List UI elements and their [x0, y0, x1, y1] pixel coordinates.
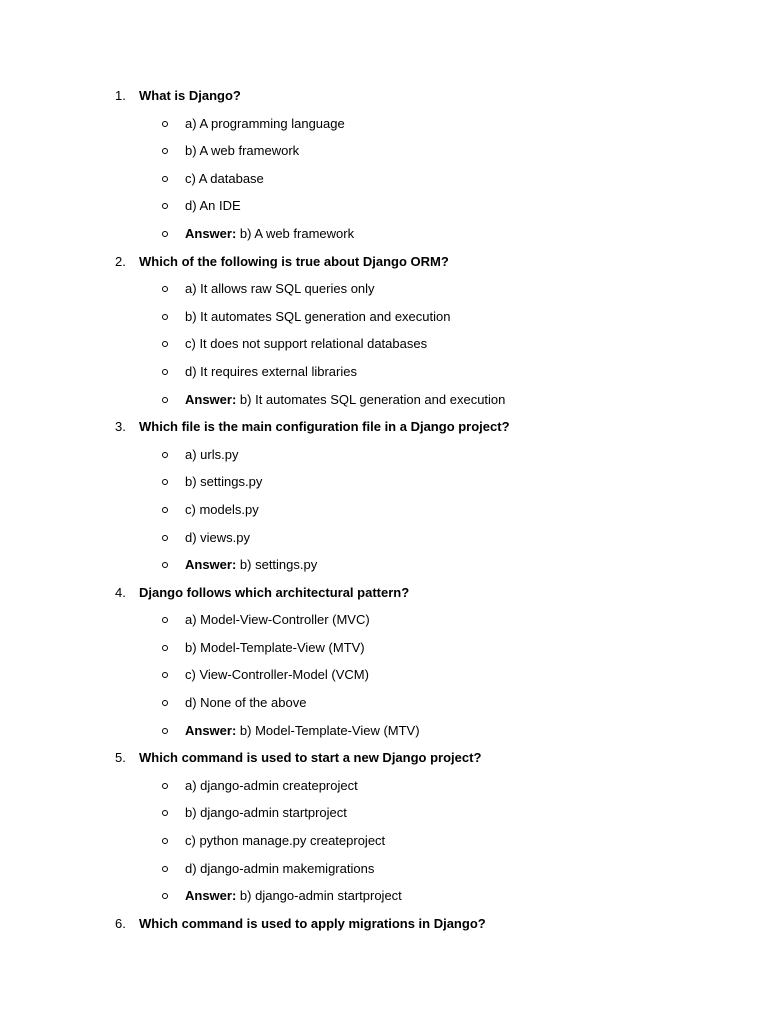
- option-text: b) It automates SQL generation and execution: [185, 308, 451, 324]
- question-number: 5.: [115, 750, 126, 766]
- option-item: [0, 137, 768, 165]
- answer-label: Answer:: [185, 391, 237, 407]
- answer-line: [185, 723, 420, 739]
- question-number: 3.: [115, 419, 126, 435]
- circle-bullet-icon: [162, 535, 168, 541]
- option-text: b) Model-Template-View (MTV): [185, 639, 365, 655]
- option-text: c) View-Controller-Model (VCM): [185, 667, 369, 683]
- circle-bullet-icon: [162, 369, 168, 375]
- option-text: b) django-admin startproject: [185, 805, 347, 821]
- option-text: a) It allows raw SQL queries only: [185, 281, 375, 297]
- circle-bullet-icon: [162, 286, 168, 292]
- option-item: [0, 110, 768, 138]
- answer-label: Answer:: [185, 888, 237, 904]
- option-text: d) It requires external libraries: [185, 363, 357, 379]
- option-item: [0, 441, 768, 469]
- option-text: b) settings.py: [185, 474, 263, 490]
- answer-line: [185, 392, 505, 408]
- question-number: 6.: [115, 915, 126, 931]
- answer-label: Answer:: [185, 722, 237, 738]
- circle-bullet-icon: [162, 645, 168, 651]
- option-text: a) django-admin createproject: [185, 777, 358, 793]
- circle-bullet-icon: [162, 672, 168, 678]
- option-text: a) Model-View-Controller (MVC): [185, 612, 370, 628]
- option-item: [0, 165, 768, 193]
- question-5: [0, 744, 768, 772]
- answer-item: [0, 220, 768, 248]
- question-number: 2.: [115, 253, 126, 269]
- option-text: a) urls.py: [185, 446, 239, 462]
- option-text: a) A programming language: [185, 115, 345, 131]
- circle-bullet-icon: [162, 507, 168, 513]
- option-text: d) None of the above: [185, 695, 307, 711]
- option-item: [0, 799, 768, 827]
- option-item: [0, 496, 768, 524]
- option-item: [0, 358, 768, 386]
- option-item: [0, 661, 768, 689]
- option-text: d) django-admin makemigrations: [185, 860, 375, 876]
- option-text: c) A database: [185, 170, 264, 186]
- question-text: Which command is used to start a new Django project?: [139, 750, 482, 766]
- question-4: [0, 579, 768, 607]
- circle-bullet-icon: [162, 314, 168, 320]
- option-text: b) A web framework: [185, 143, 300, 159]
- option-item: [0, 855, 768, 883]
- answer-line: [185, 557, 317, 573]
- circle-bullet-icon: [162, 866, 168, 872]
- question-2: [0, 248, 768, 276]
- option-item: [0, 772, 768, 800]
- option-item: [0, 275, 768, 303]
- answer-text: b) It automates SQL generation and execution: [239, 391, 506, 407]
- circle-bullet-icon: [162, 838, 168, 844]
- answer-text: b) settings.py: [239, 557, 318, 573]
- option-item: [0, 330, 768, 358]
- option-item: [0, 192, 768, 220]
- option-item: [0, 468, 768, 496]
- question-text: Which command is used to apply migrations in Django?: [139, 915, 486, 931]
- question-1: [0, 82, 768, 110]
- answer-line: [185, 226, 354, 242]
- circle-bullet-icon: [162, 203, 168, 209]
- circle-bullet-icon: [162, 562, 168, 568]
- circle-bullet-icon: [162, 783, 168, 789]
- option-item: [0, 827, 768, 855]
- option-text: c) It does not support relational databases: [185, 336, 428, 352]
- answer-item: [0, 386, 768, 414]
- answer-item: [0, 551, 768, 579]
- circle-bullet-icon: [162, 121, 168, 127]
- circle-bullet-icon: [162, 617, 168, 623]
- circle-bullet-icon: [162, 341, 168, 347]
- question-3: [0, 413, 768, 441]
- option-text: c) models.py: [185, 501, 259, 517]
- circle-bullet-icon: [162, 700, 168, 706]
- option-text: c) python manage.py createproject: [185, 833, 386, 849]
- option-text: d) views.py: [185, 529, 251, 545]
- option-text: d) An IDE: [185, 198, 241, 214]
- circle-bullet-icon: [162, 893, 168, 899]
- option-item: [0, 634, 768, 662]
- question-number: 4.: [115, 584, 126, 600]
- option-item: [0, 689, 768, 717]
- question-text: Which file is the main configuration file in a Django project?: [139, 419, 510, 435]
- circle-bullet-icon: [162, 810, 168, 816]
- answer-label: Answer:: [185, 225, 237, 241]
- quiz-list: [0, 82, 768, 937]
- answer-label: Answer:: [185, 557, 237, 573]
- answer-text: b) A web framework: [239, 225, 355, 241]
- option-item: [0, 303, 768, 331]
- question-text: What is Django?: [139, 88, 241, 103]
- circle-bullet-icon: [162, 479, 168, 485]
- question-number: 1.: [115, 88, 126, 103]
- answer-line: [185, 888, 402, 904]
- circle-bullet-icon: [162, 397, 168, 403]
- answer-text: b) django-admin startproject: [239, 888, 402, 904]
- question-text: Which of the following is true about Django ORM?: [139, 253, 449, 269]
- circle-bullet-icon: [162, 452, 168, 458]
- question-6: [0, 910, 768, 938]
- question-text: Django follows which architectural pattern?: [139, 584, 410, 600]
- answer-text: b) Model-Template-View (MTV): [239, 722, 420, 738]
- circle-bullet-icon: [162, 148, 168, 154]
- circle-bullet-icon: [162, 231, 168, 237]
- circle-bullet-icon: [162, 176, 168, 182]
- answer-item: [0, 717, 768, 745]
- option-item: [0, 606, 768, 634]
- circle-bullet-icon: [162, 728, 168, 734]
- answer-item: [0, 882, 768, 910]
- option-item: [0, 524, 768, 552]
